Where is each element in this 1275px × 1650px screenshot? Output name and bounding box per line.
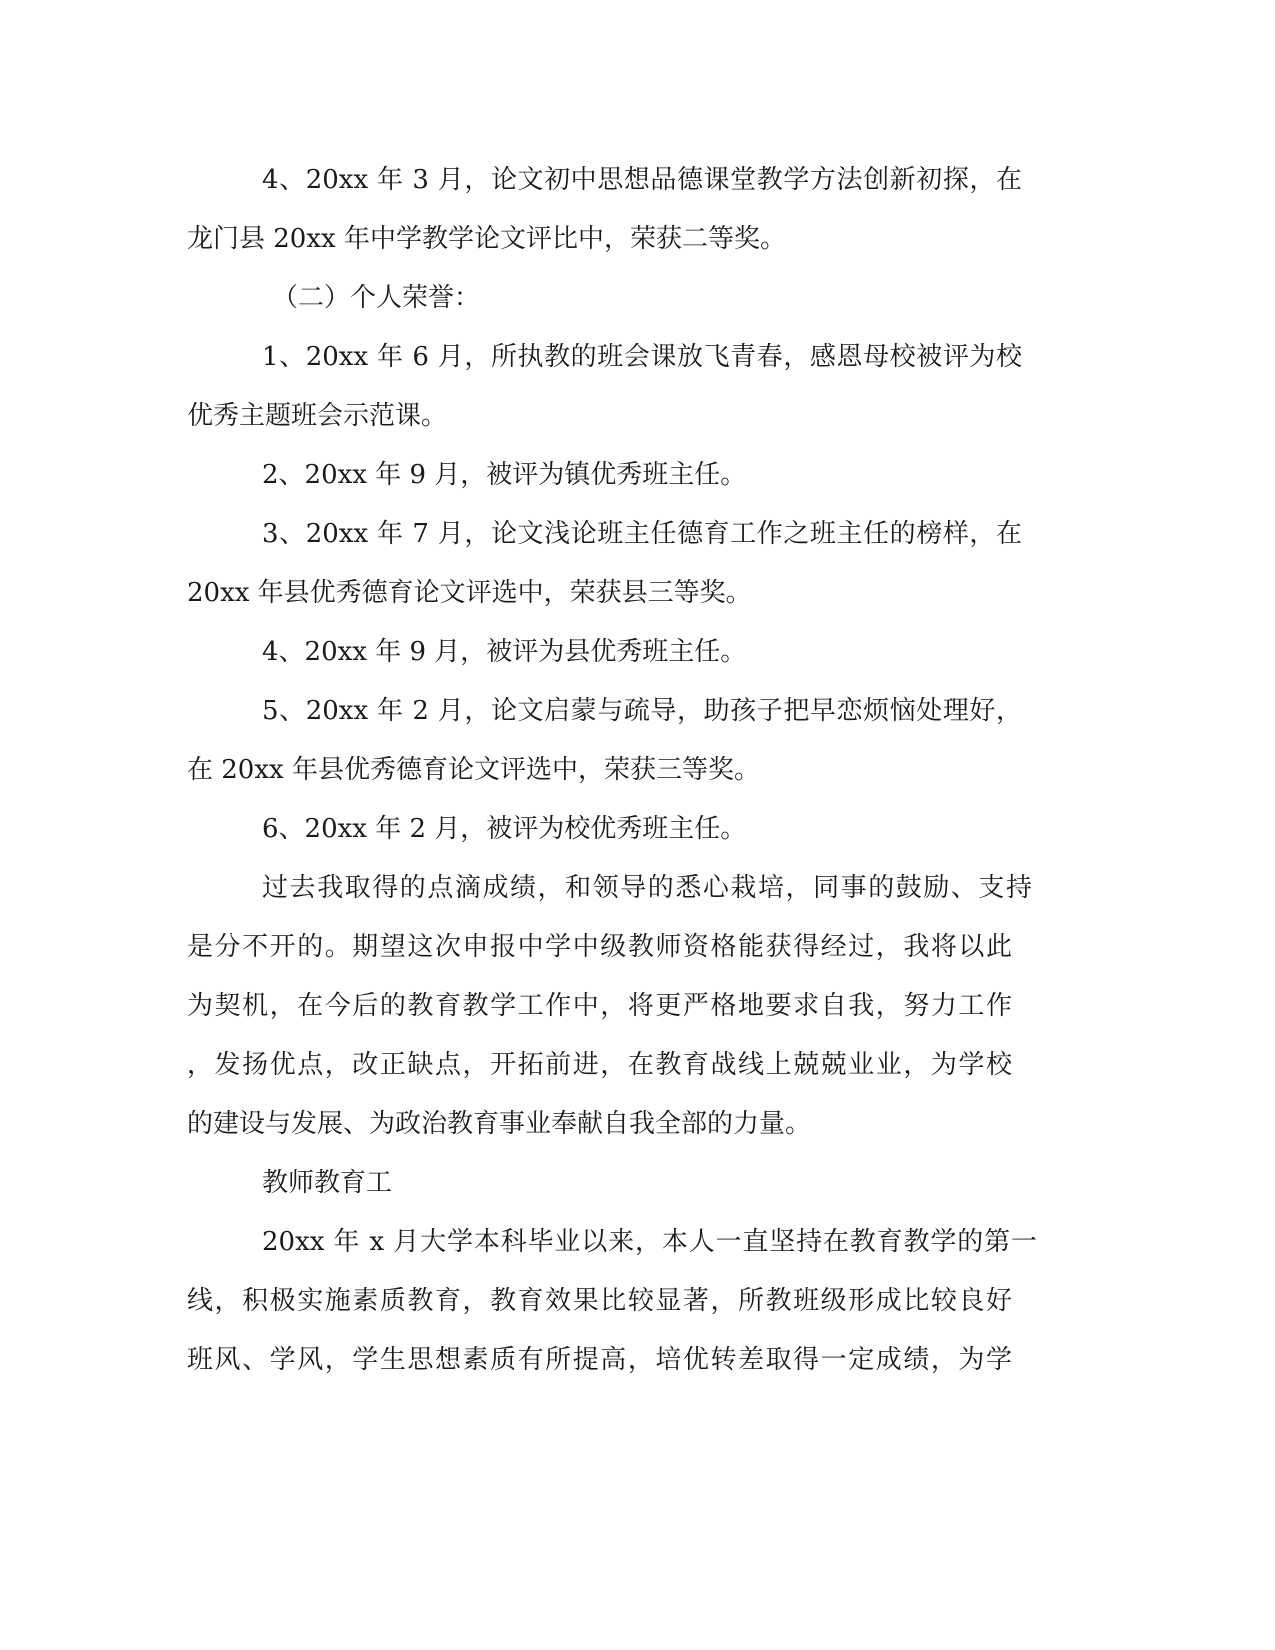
line-text: 为契机，在今后的教育教学工作中，将更严格地要求自我，努力工作	[187, 991, 1012, 1021]
paragraph-line	[0, 160, 1275, 200]
line-text: （二）个人荣誉：	[272, 283, 481, 313]
paragraph-line	[0, 455, 1275, 495]
paragraph-line	[0, 1104, 1275, 1144]
line-text: 教师教育工	[262, 1168, 393, 1198]
section-heading	[0, 1163, 1275, 1203]
line-text: 4、20xx 年 3 月，论文初中思想品德课堂教学方法创新初探，在	[262, 165, 1022, 195]
paragraph-line	[0, 986, 1275, 1026]
paragraph-line	[0, 1340, 1275, 1380]
line-text: 龙门县 20xx 年中学教学论文评比中，荣获二等奖。	[187, 224, 786, 254]
paragraph-line	[0, 219, 1275, 259]
line-text: 优秀主题班会示范课。	[187, 401, 448, 431]
paragraph-line	[0, 750, 1275, 790]
paragraph-line	[0, 632, 1275, 672]
line-text: 4、20xx 年 9 月，被评为县优秀班主任。	[262, 637, 747, 667]
line-text: 1、20xx 年 6 月，所执教的班会课放飞青春，感恩母校被评为校	[262, 342, 1022, 372]
paragraph-line	[0, 573, 1275, 613]
paragraph-line	[0, 1281, 1275, 1321]
line-text: 2、20xx 年 9 月，被评为镇优秀班主任。	[262, 460, 747, 490]
line-text: 线，积极实施素质教育，教育效果比较显著，所教班级形成比较良好	[187, 1286, 1012, 1316]
paragraph-line	[0, 868, 1275, 908]
paragraph-line	[0, 927, 1275, 967]
line-text: 过去我取得的点滴成绩，和领导的悉心栽培，同事的鼓励、支持	[262, 873, 1032, 903]
paragraph-line	[0, 809, 1275, 849]
paragraph-line	[0, 396, 1275, 436]
line-text: ，发扬优点，改正缺点，开拓前进，在教育战线上兢兢业业，为学校	[187, 1050, 1012, 1080]
line-text: 的建设与发展、为政治教育事业奉献自我全部的力量。	[187, 1109, 812, 1139]
paragraph-line	[0, 514, 1275, 554]
paragraph-line	[0, 1222, 1275, 1262]
line-text: 5、20xx 年 2 月，论文启蒙与疏导，助孩子把早恋烦恼处理好，	[262, 696, 1022, 726]
line-text: 班风、学风，学生思想素质有所提高，培优转差取得一定成绩，为学	[187, 1345, 1012, 1375]
paragraph-line	[0, 691, 1275, 731]
paragraph-line	[0, 1045, 1275, 1085]
line-text: 在 20xx 年县优秀德育论文评选中，荣获三等奖。	[187, 755, 760, 785]
line-text: 20xx 年县优秀德育论文评选中，荣获县三等奖。	[187, 578, 752, 608]
line-text: 6、20xx 年 2 月，被评为校优秀班主任。	[262, 814, 747, 844]
line-text: 是分不开的。期望这次申报中学中级教师资格能获得经过，我将以此	[187, 932, 1012, 962]
line-text: 3、20xx 年 7 月，论文浅论班主任德育工作之班主任的榜样，在	[262, 519, 1022, 549]
line-text: 20xx 年 x 月大学本科毕业以来，本人一直坚持在教育教学的第一	[262, 1227, 1037, 1257]
paragraph-line	[0, 337, 1275, 377]
section-heading	[0, 278, 1275, 318]
